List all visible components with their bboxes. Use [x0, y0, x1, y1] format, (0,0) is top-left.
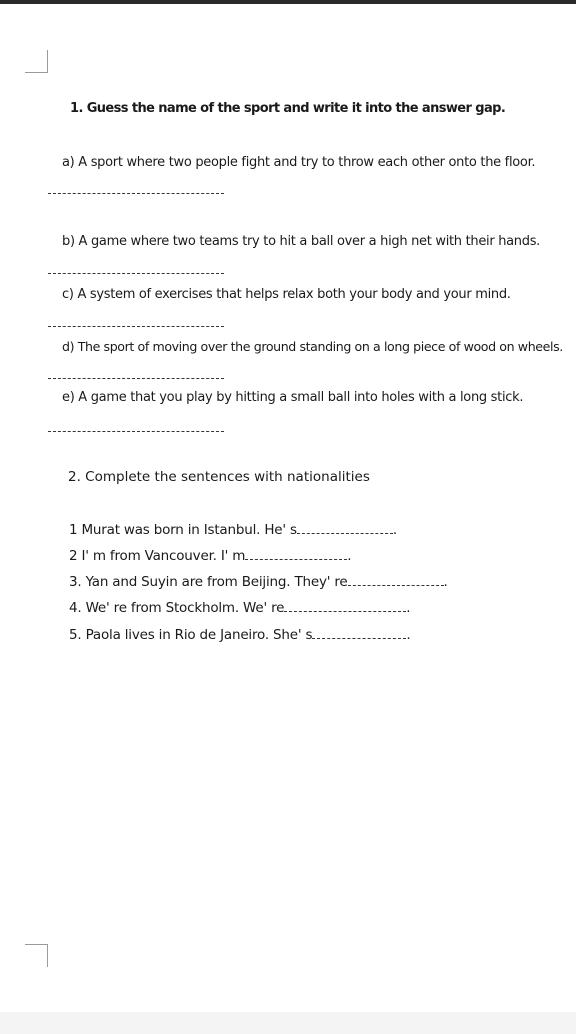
sentence-2-text: 2 I' m from Vancouver. I' m: [69, 548, 246, 564]
page-corner-marker-bottom: [25, 944, 48, 967]
sentence-1: [69, 522, 397, 538]
exercise-1-title: 1. Guess the name of the sport and write it into the answer gap.: [70, 101, 506, 116]
sentence-3: [69, 574, 448, 590]
page-corner-marker-top: [25, 50, 48, 73]
answer-gap-b[interactable]: [48, 273, 224, 275]
exercise-1-item-d: d) The sport of moving over the ground standing on a long piece of wood on wheels.: [62, 339, 563, 354]
sentence-1-text: 1 Murat was born in Istanbul. He' s: [69, 522, 297, 538]
answer-gap-c[interactable]: [48, 326, 224, 328]
sentence-5-text: 5. Paola lives in Rio de Janeiro. She' s: [69, 627, 313, 643]
exercise-1-item-c: c) A system of exercises that helps relax both your body and your mind.: [62, 287, 511, 302]
answer-gap-2[interactable]: [245, 558, 347, 560]
window-top-bar: [0, 0, 576, 4]
sentence-5-period: .: [406, 627, 411, 643]
answer-gap-d[interactable]: [48, 378, 224, 380]
page-bottom-strip: [0, 1012, 576, 1034]
exercise-1-item-b: b) A game where two teams try to hit a ball over a high net with their hands.: [62, 234, 541, 249]
exercise-1-item-e: e) A game that you play by hitting a small ball into holes with a long stick.: [62, 390, 524, 405]
exercise-1-item-a: a) A sport where two people fight and try to throw each other onto the floor.: [62, 155, 536, 170]
sentence-4-period: .: [406, 600, 411, 616]
answer-gap-e[interactable]: [48, 431, 224, 433]
answer-gap-3[interactable]: [348, 584, 444, 586]
sentence-1-period: .: [392, 522, 397, 538]
answer-gap-a[interactable]: [48, 193, 224, 195]
sentence-2-period: .: [347, 548, 352, 564]
answer-gap-4[interactable]: [284, 610, 406, 612]
sentence-4: [69, 600, 410, 616]
sentence-3-period: .: [443, 574, 448, 590]
sentence-2: [69, 548, 351, 564]
sentence-5: [69, 627, 410, 643]
sentence-4-text: 4. We' re from Stockholm. We' re: [69, 600, 285, 616]
answer-gap-1[interactable]: [297, 532, 393, 534]
answer-gap-5[interactable]: [312, 637, 406, 639]
exercise-2-title: 2. Complete the sentences with nationalities: [68, 469, 370, 485]
sentence-3-text: 3. Yan and Suyin are from Beijing. They' re: [69, 574, 348, 590]
